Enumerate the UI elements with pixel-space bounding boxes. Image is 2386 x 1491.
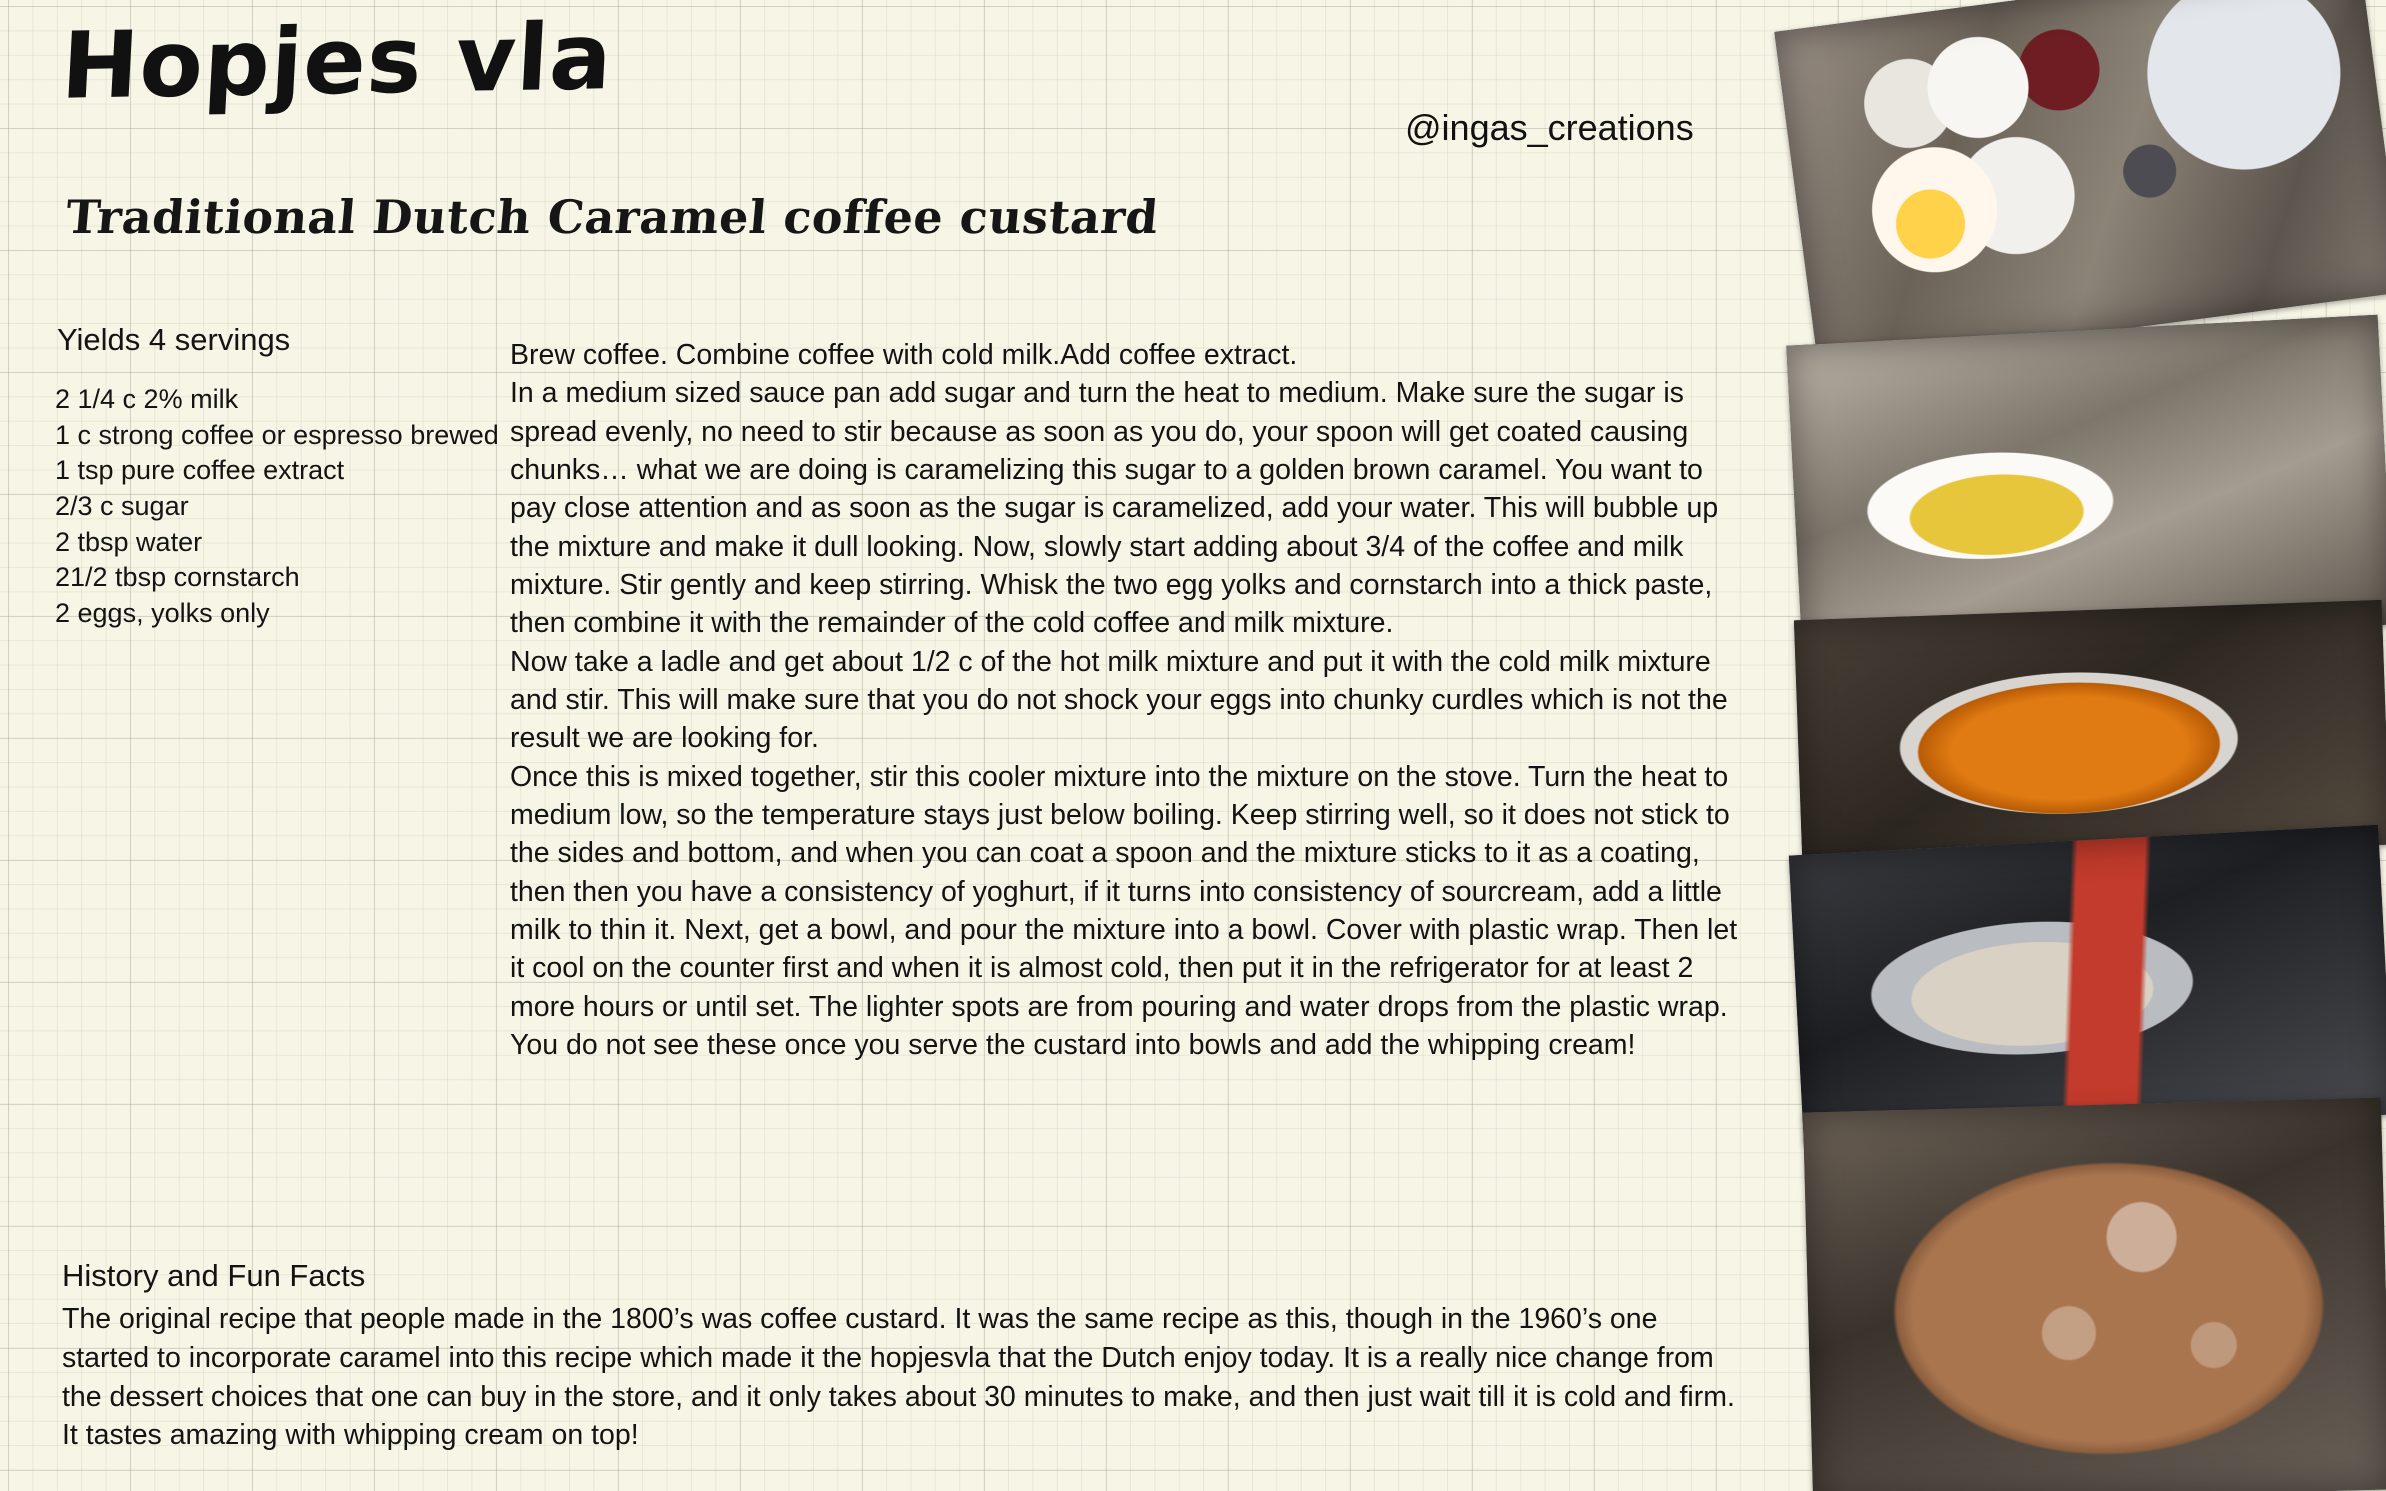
author-handle: @ingas_creations: [1405, 107, 1694, 148]
method-paragraph: Once this is mixed together, stir this cooler mixture into the mixture on the stove. Turn the heat to medium low, so the temperature stays just below boiling. Keep stirring well, so it does not stick to the sides and bottom, and when you can coat a spoon and the mixture sticks to it as a coating, then then you have a consistency of yoghurt, if it turns into consistency of sourcream, add a little milk to thin it. Next, get a bowl, and pour the mixture into a bowl. Cover with plastic wrap. Then let it cool on the counter first and when it is almost cold, then put it in the refrigerator for at least 2 more hours or until set. The lighter spots are from pouring and water drops from the plastic wrap. You do not see these once you serve the custard into bowls and add the whipping cream!: [510, 760, 1738, 1061]
history-heading: History and Fun Facts: [62, 1258, 366, 1293]
list-item: 2 1/4 c 2% milk: [55, 384, 239, 414]
photo-finished-custard: [1803, 1098, 2386, 1491]
list-item: 1 c strong coffee or espresso brewed: [55, 419, 499, 450]
page-title: Hopjes vla: [58, 3, 616, 120]
method-text: [510, 336, 1750, 1064]
list-item: 2 eggs, yolks only: [55, 597, 270, 628]
photo-ingredients-on-counter: [1774, 0, 2386, 369]
history-body: The original recipe that people made in the 1800’s was coffee custard. It was the same recipe as this, though in the 1960’s one started to incorporate caramel into this recipe which made it the hopjesvla that the Dutch enjoy today. It is a really nice change from the dessert choices that one can buy in the store, and it only takes about 30 minutes to make, and then just wait till it is cold and firm. It tastes amazing with whipping cream on top!: [62, 1303, 1735, 1452]
photo-collage: [1786, 0, 2386, 1491]
method-paragraph: In a medium sized sauce pan add sugar and turn the heat to medium. Make sure the sugar is spread evenly, no need to stir because as soon as you do, your spoon will get coated causing chunks… what we are doing is caramelizing this sugar to a golden brown caramel. You want to pay close attention and as soon as the sugar is caramelized, add your water. This will bubble up the mixture and make it dull looking. Now, slowly start adding about 3/4 of the coffee and milk mixture. Stir gently and keep stirring. Whisk the two egg yolks and cornstarch into a thick paste, then combine it with the remainder of the cold coffee and milk mixture.: [510, 377, 1719, 640]
photo-whisking-in-pot: [1789, 825, 2386, 1145]
photo-caramel-in-pan: [1794, 600, 2386, 865]
list-item: 2 tbsp water: [55, 526, 203, 557]
method-paragraph: Now take a ladle and get about 1/2 c of the hot milk mixture and put it with the cold milk mixture and stir. This will make sure that you do not shock your eggs into chunky curdles which is not the result we are looking for.: [510, 645, 1728, 755]
list-item: 2/3 c sugar: [55, 490, 189, 521]
method-paragraph: Brew coffee. Combine coffee with cold milk.Add coffee extract.: [510, 339, 1298, 371]
list-item: 1 tsp pure coffee extract: [55, 455, 345, 486]
yields-label: Yields 4 servings: [57, 322, 291, 357]
list-item: 21/2 tbsp cornstarch: [55, 562, 300, 593]
page-subtitle: Traditional Dutch Caramel coffee custard: [63, 190, 1161, 244]
ingredient-list: [55, 382, 525, 631]
